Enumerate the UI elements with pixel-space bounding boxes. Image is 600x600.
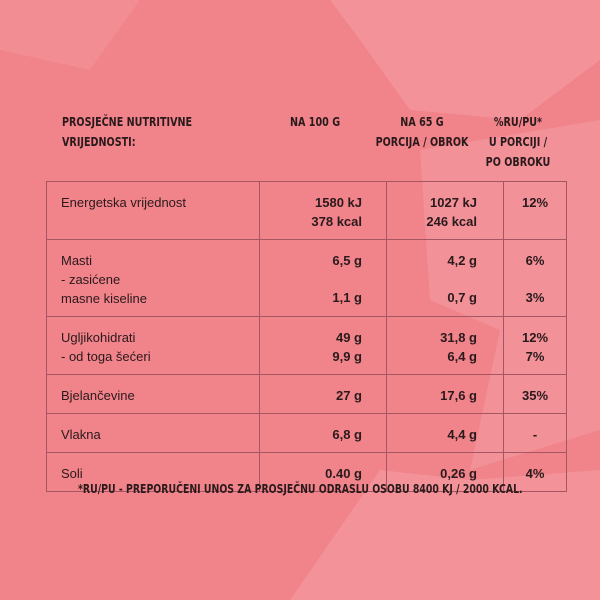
value-per-100g: 6,8 g	[260, 414, 387, 453]
row-label: Bjelančevine	[47, 375, 260, 414]
value-ri-percent: 4%	[504, 453, 567, 492]
value-per-portion: 4,2 g 0,7 g	[387, 240, 504, 317]
value-per-portion: 17,6 g	[387, 375, 504, 414]
value-per-portion: 1027 kJ 246 kcal	[387, 182, 504, 240]
header-per-portion: NA 65 G PORCIJA / OBROK	[375, 115, 469, 149]
value-per-100g: 6,5 g 1,1 g	[260, 240, 387, 317]
row-label: Energetska vrijednost	[47, 182, 260, 240]
header-nutrients: PROSJEČNE NUTRITIVNE VRIJEDNOSTI:	[62, 115, 193, 149]
row-label: Vlakna	[47, 414, 260, 453]
table-row	[47, 317, 567, 375]
value-per-100g: 27 g	[260, 375, 387, 414]
table-header	[62, 112, 551, 172]
row-label: Masti - zasićene masne kiseline	[47, 240, 260, 317]
header-per-100g: NA 100 G	[290, 115, 341, 129]
value-per-100g: 49 g 9,9 g	[260, 317, 387, 375]
value-per-100g: 1580 kJ 378 kcal	[260, 182, 387, 240]
table-row	[47, 414, 567, 453]
value-ri-percent: 12% 7%	[504, 317, 567, 375]
value-ri-percent: 12%	[504, 182, 567, 240]
row-label: Ugljikohidrati - od toga šećeri	[47, 317, 260, 375]
row-label: Soli	[47, 453, 260, 492]
value-ri-percent: -	[504, 414, 567, 453]
value-per-100g: 0.40 g	[260, 453, 387, 492]
footnote: *RU/PU - PREPORUČENI UNOS ZA PROSJEČNU ODRASLU OSOBU 8400 KJ / 2000 KCAL.	[78, 482, 523, 496]
value-per-portion: 4,4 g	[387, 414, 504, 453]
value-per-portion: 0,26 g	[387, 453, 504, 492]
header-ri-percent: %RU/PU* U PORCIJI / PO OBROKU	[485, 115, 551, 169]
table-row	[47, 375, 567, 414]
table-row	[47, 182, 567, 240]
background-shape-top	[330, 0, 600, 120]
value-per-portion: 31,8 g 6,4 g	[387, 317, 504, 375]
table-row	[47, 240, 567, 317]
nutrition-table	[46, 181, 567, 492]
value-ri-percent: 6% 3%	[504, 240, 567, 317]
value-ri-percent: 35%	[504, 375, 567, 414]
background-shape-left	[0, 0, 140, 70]
